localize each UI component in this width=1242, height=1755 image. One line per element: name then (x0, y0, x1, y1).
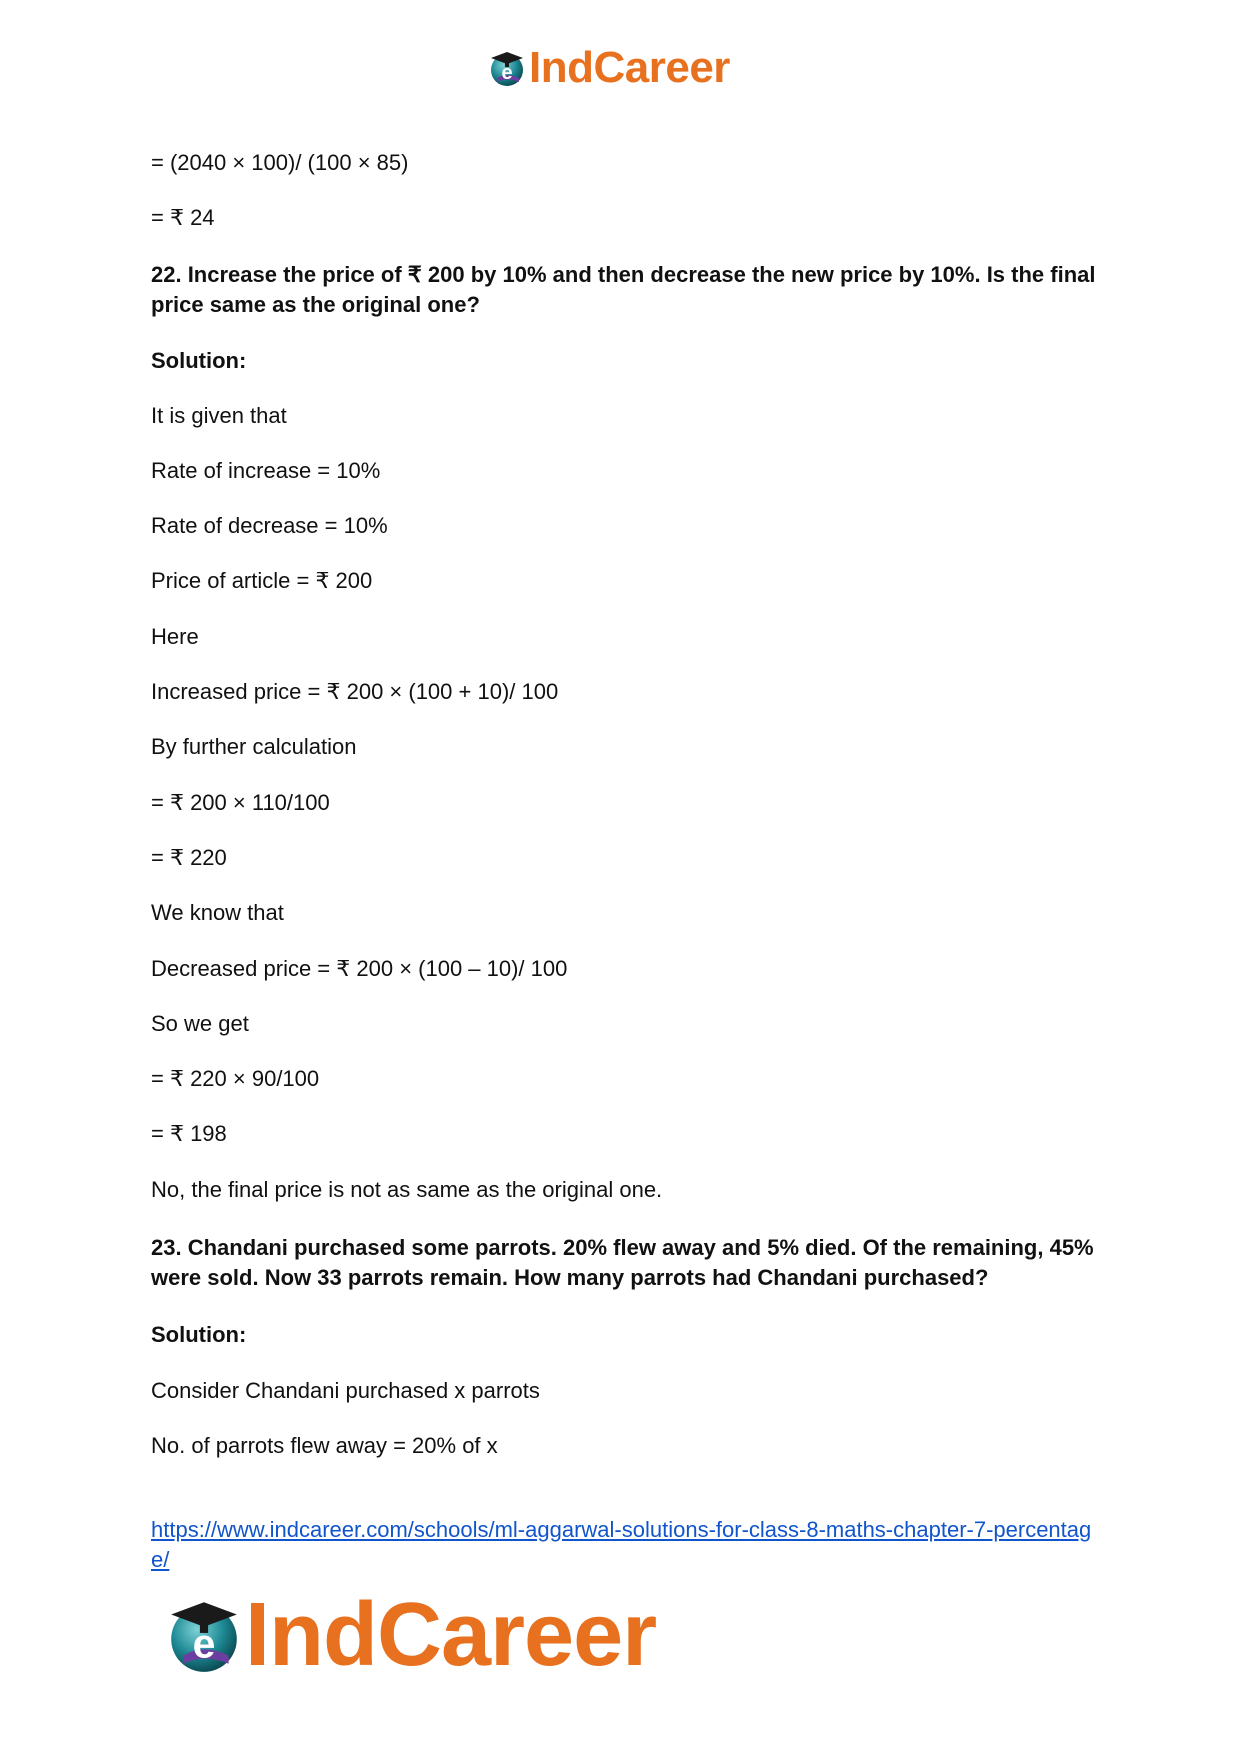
text-line: Rate of increase = 10% (151, 458, 381, 483)
text-line: No, the final price is not as same as the original one. (151, 1177, 663, 1202)
text-line: Decreased price = ₹ 200 × (100 – 10)/ 100 (151, 956, 568, 981)
text-line: Price of article = ₹ 200 (151, 568, 373, 593)
globe-graduation-cap-icon (487, 48, 527, 88)
header-logo (487, 42, 730, 94)
text-line: Increased price = ₹ 200 × (100 + 10)/ 100 (151, 679, 559, 704)
text-line: = ₹ 198 (151, 1121, 227, 1146)
text-line: = ₹ 24 (151, 205, 215, 230)
text-line: = ₹ 220 (151, 845, 227, 870)
svg-text:e: e (192, 1620, 216, 1667)
globe-graduation-cap-icon (163, 1594, 245, 1676)
question-heading: 22. Increase the price of ₹ 200 by 10% and then decrease the new price by 10%. Is the final price same as the original one? (151, 262, 1096, 317)
text-line: It is given that (151, 403, 287, 428)
logo-wordmark: IndCareer (529, 43, 730, 92)
text-line: = ₹ 220 × 90/100 (151, 1066, 320, 1091)
text-line: Here (151, 624, 199, 649)
source-link[interactable]: https://www.indcareer.com/schools/ml-aggarwal-solutions-for-class-8-maths-chapter-7-percentage/ (151, 1517, 1092, 1572)
text-line: We know that (151, 900, 284, 925)
text-line: Rate of decrease = 10% (151, 513, 388, 538)
footer-logo (163, 1585, 656, 1685)
svg-text:e: e (501, 62, 513, 84)
solution-label: Solution: (151, 348, 247, 373)
text-line: By further calculation (151, 734, 357, 759)
text-line: Consider Chandani purchased x parrots (151, 1378, 540, 1403)
solution-label: Solution: (151, 1322, 247, 1347)
logo-wordmark: IndCareer (245, 1585, 657, 1685)
text-line: So we get (151, 1011, 249, 1036)
question-heading: 23. Chandani purchased some parrots. 20% flew away and 5% died. Of the remaining, 45% were sold. Now 33 parrots remain. How many parrots had Chandani purchased? (151, 1235, 1094, 1290)
text-line: = (2040 × 100)/ (100 × 85) (151, 150, 409, 175)
text-line: = ₹ 200 × 110/100 (151, 790, 330, 815)
text-line: No. of parrots flew away = 20% of x (151, 1433, 498, 1458)
